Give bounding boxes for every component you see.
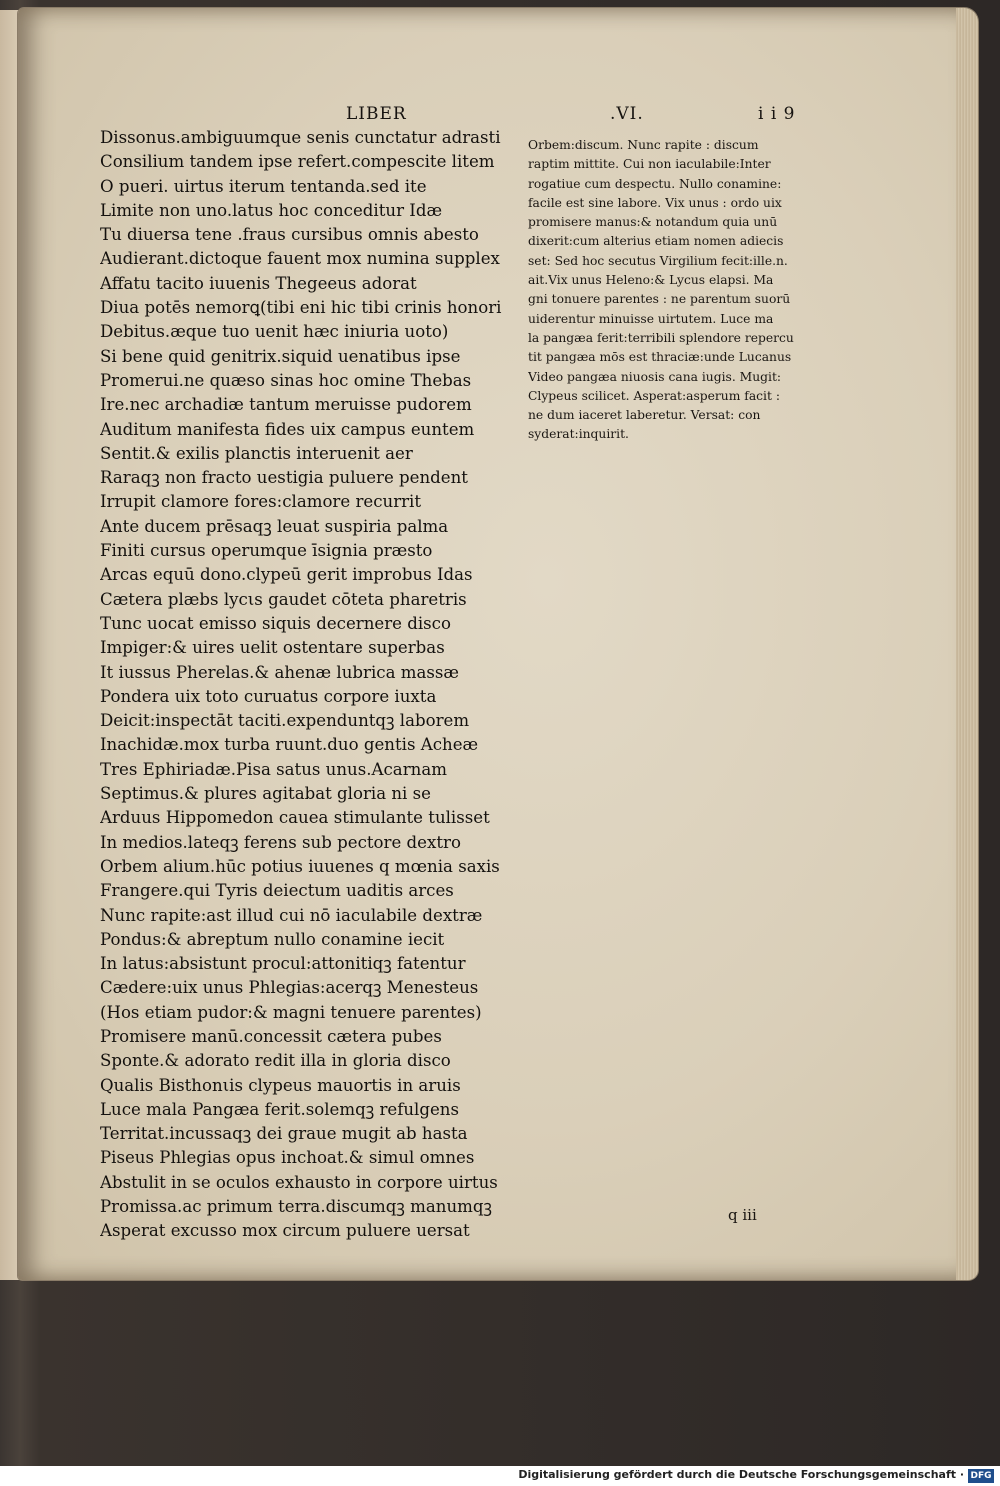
- verse-line: Raraqꝫ non fracto uestigia puluere pendent: [100, 468, 468, 488]
- verse-line: Auditum manifesta fides uix campus euntem: [100, 419, 475, 439]
- commentary-line: ait.Vix unus Heleno:& Lycus elapsi. Ma: [528, 273, 774, 288]
- verse-line: Arduus Hippomedon cauea stimulante tulisset: [100, 808, 490, 828]
- commentary-column: [528, 136, 848, 445]
- verse-line: Si bene quid genitrix.siquid uenatibus ipse: [100, 346, 461, 366]
- verse-line: Impiger:& uires uelit ostentare superbas: [100, 638, 445, 658]
- verse-line: Pondera uix toto curuatus corpore iuxta: [100, 686, 437, 706]
- verse-line: Sentit.& exilis planctis interuenit aer: [100, 443, 413, 463]
- verse-line: Cædere:uix unus Phlegias:acerqꝫ Menesteus: [100, 978, 479, 998]
- verse-line: Territat.incussaqꝫ dei graue mugit ab hasta: [100, 1124, 468, 1144]
- verse-line: Finiti cursus operumque īsignia præsto: [100, 541, 433, 561]
- verse-line: Consilium tandem ipse refert.compescite litem: [100, 152, 495, 172]
- verse-line: Dissonus.ambiguumque senis cunctatur adrasti: [100, 128, 501, 147]
- verse-line: (Hos etiam pudor:& magni tenuere parentes): [100, 1002, 482, 1022]
- commentary-line: Orbem:discum. Nunc rapite : discum: [528, 138, 759, 152]
- digitization-footer: [0, 1466, 1000, 1486]
- commentary-line: Clypeus scilicet. Asperat:asperum facit :: [528, 388, 780, 403]
- book-page: [18, 8, 978, 1280]
- commentary-line: dixerit:cum alterius etiam nomen adiecis: [528, 234, 784, 249]
- verse-line: Inachidæ.mox turba ruunt.duo gentis Acheæ: [100, 735, 479, 755]
- commentary-line: set: Sed hoc secutus Virgilium fecit:ille.n.: [528, 253, 788, 268]
- verse-line: O pueri. uirtus iterum tentanda.sed ite: [100, 176, 427, 196]
- verse-line: Asperat excusso mox circum puluere uersat: [100, 1221, 470, 1241]
- commentary-line: tit pangæa mōs est thraciæ:unde Lucanus: [528, 350, 792, 365]
- commentary-line: uiderentur minuisse uirtutem. Luce ma: [528, 311, 774, 326]
- commentary-line: promisere manus:& notandum quia unū: [528, 215, 778, 230]
- verse-line: Arcas equū dono.clypeū gerit improbus Idas: [100, 565, 473, 585]
- verse-line: Pondus:& abreptum nullo conamine iecit: [100, 929, 445, 949]
- verse-column: [100, 126, 530, 1244]
- commentary-line: facile est sine labore. Vix unus : ordo uix: [528, 195, 782, 210]
- verse-line: Promerui.ne quæso sinas hoc omine Thebas: [100, 370, 472, 390]
- verse-line: Piseus Phlegias opus inchoat.& simul omnes: [100, 1148, 475, 1168]
- commentary-line: Video pangæa niuosis cana iugis. Mugit:: [528, 369, 782, 384]
- signature-mark: q iii: [728, 1206, 757, 1224]
- verse-line: Irrupit clamore fores:clamore recurrit: [100, 492, 422, 512]
- verse-line: Frangere.qui Tyris deiectum uaditis arces: [100, 881, 454, 901]
- verse-line: In medios.lateqꝫ ferens sub pectore dextro: [100, 832, 461, 852]
- verse-line: It iussus Pherelas.& ahenæ lubrica massæ: [100, 662, 459, 682]
- verse-line: Septimus.& plures agitabat gloria ni se: [100, 784, 431, 804]
- verse-line: Cætera plæbs lycιs gaudet cōteta pharetris: [100, 589, 467, 609]
- verse-line: Promissa.ac primum terra.discumqꝫ manumqꝫ: [100, 1197, 492, 1217]
- verse-line: In latus:absistunt procul:attonitiqꝫ fatentur: [100, 954, 466, 974]
- verse-line: Tunc uocat emisso siquis decernere disco: [100, 613, 451, 633]
- verse-line: Promisere manū.concessit cætera pubes: [100, 1026, 442, 1046]
- folio-number: i i 9: [758, 104, 796, 124]
- verse-line: Sponte.& adorato redit illa in gloria disco: [100, 1051, 451, 1071]
- page-edge-stack: [956, 8, 978, 1280]
- verse-line: Tu diuersa tene .fraus cursibus omnis abesto: [100, 225, 479, 245]
- running-head-left: LIBER: [346, 104, 407, 124]
- verse-line: Ire.nec archadiæ tantum meruisse pudorem: [100, 395, 472, 415]
- commentary-line: rogatiue cum despectu. Nullo conamine:: [528, 176, 782, 191]
- verse-line: Abstulit in se oculos exhausto in corpore uirtus: [100, 1172, 498, 1192]
- commentary-line: raptim mittite. Cui non iaculabile:Inter: [528, 157, 771, 172]
- verse-line: Audierant.dictoque fauent mox numina supplex: [100, 249, 500, 269]
- commentary-line: ne dum iaceret laberetur. Versat: con: [528, 408, 761, 423]
- verse-line: Deicit:inspectāt taciti.expenduntqꝫ laborem: [100, 711, 470, 731]
- verse-line: Limite non uno.latus hoc conceditur Idæ: [100, 200, 443, 220]
- verse-line: Debitus.æque tuo uenit hæc iniuria uoto): [100, 322, 449, 342]
- verse-line: Tres Ephiriadæ.Pisa satus unus.Acarnam: [100, 759, 447, 779]
- verse-line: Affatu tacito iuuenis Thegeeus adorat: [100, 273, 417, 293]
- verse-line: Nunc rapite:ast illud cui nō iaculabile dextræ: [100, 905, 483, 925]
- verse-line: Qualis Bisthonιis clypeus mauortis in aruis: [100, 1075, 461, 1095]
- running-head-center: .VI.: [610, 104, 644, 124]
- commentary-line: gni tonuere parentes : ne parentum suorū: [528, 292, 791, 307]
- commentary-line: syderat:inquirit.: [528, 427, 629, 442]
- dfg-logo: DFG: [968, 1469, 994, 1483]
- verse-line: Ante ducem prēsaqꝫ leuat suspiria palma: [100, 516, 449, 536]
- verse-line: Orbem alium.hūc potius iuuenes q mœnia saxis: [100, 856, 500, 876]
- commentary-line: la pangæa ferit:terribili splendore repercu: [528, 330, 794, 345]
- verse-line: Diua potēs nemorꝗ(tibi eni hic tibi crinis honori: [100, 298, 502, 318]
- verse-line: Luce mala Pangæa ferit.solemqꝫ refulgens: [100, 1099, 460, 1119]
- footer-credit: Digitalisierung gefördert durch die Deutsche Forschungsgemeinschaft ·: [518, 1468, 964, 1481]
